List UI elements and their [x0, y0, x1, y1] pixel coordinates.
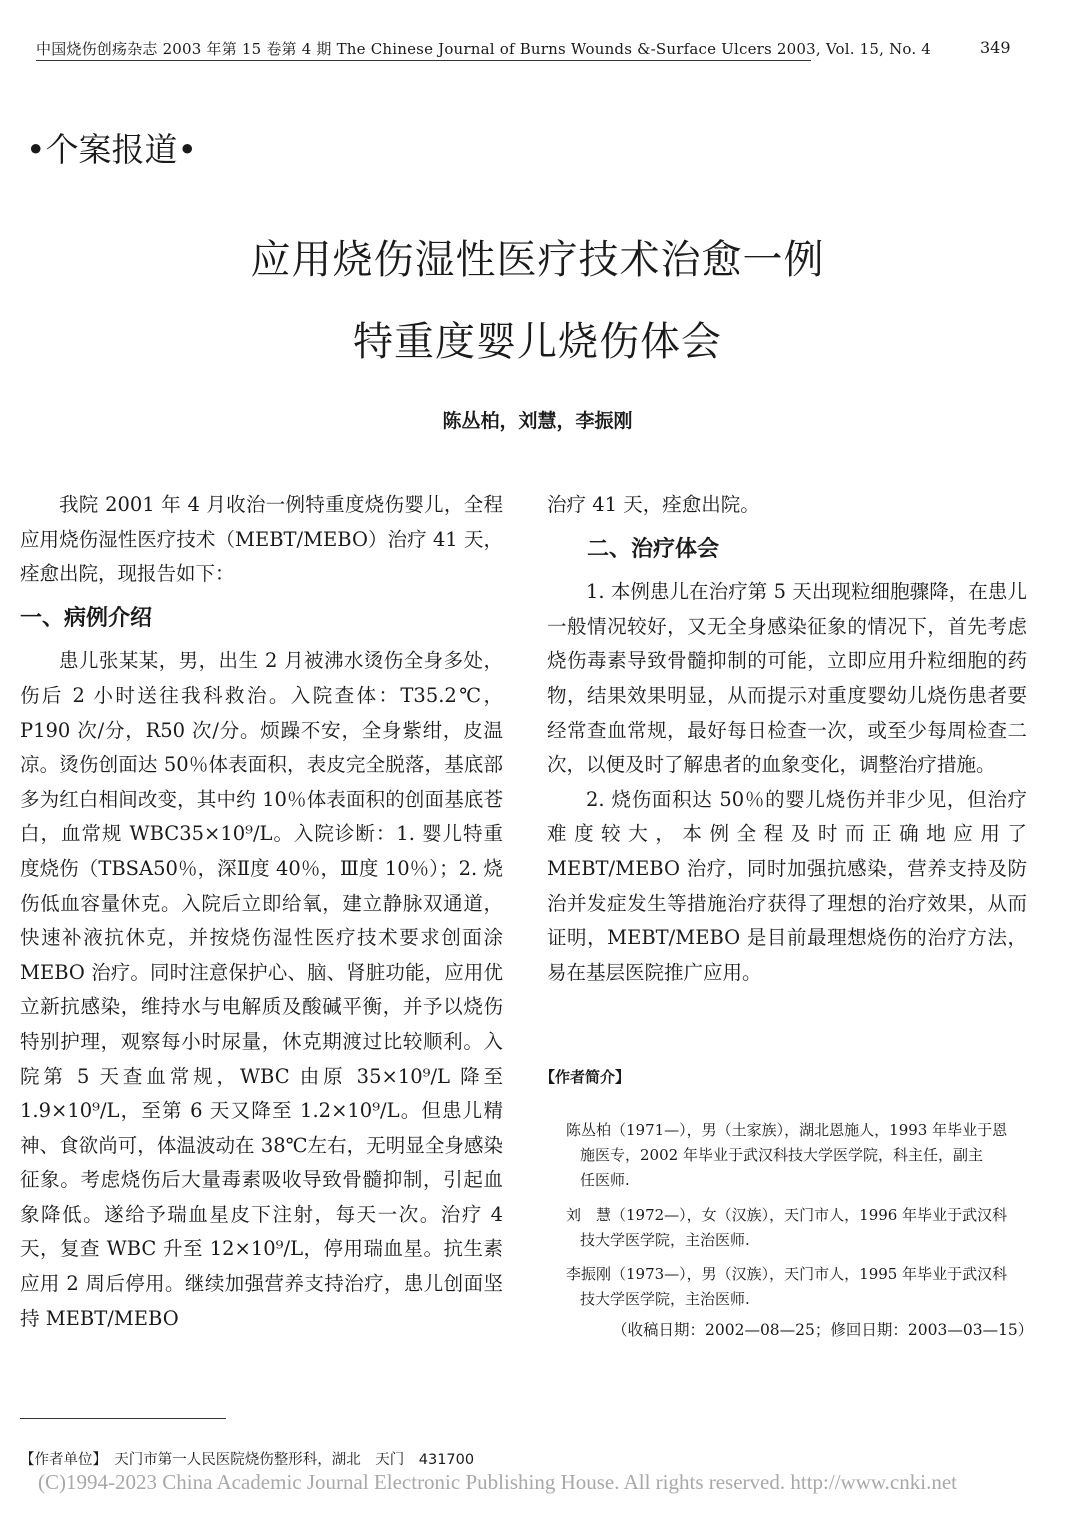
- bio-line: 李振刚（1973—），男（汉族），天门市人，1995 年毕业于武汉科: [566, 1265, 1008, 1283]
- bio-li: [566, 1262, 1026, 1312]
- author-list: 陈丛柏，刘慧，李振刚: [442, 410, 633, 432]
- bio-line: 刘 慧（1972—），女（汉族），天门市人，1996 年毕业于武汉科: [566, 1206, 1008, 1224]
- bio-liu: [566, 1203, 1026, 1253]
- bio-line: 陈丛柏（1971—），男（土家族），湖北恩施人，1993 年毕业于恩: [566, 1121, 1008, 1139]
- bio-line: 技大学医学院，主治医师.: [580, 1231, 750, 1249]
- point-1-paragraph: 1. 本例患儿在治疗第 5 天出现粒细胞骤降，在患儿一般情况较好，又无全身感染征象的情况下，首先考虑烧伤毒素导致骨髓抑制的可能，立即应用升粒细胞的药物，结果效果明显，从而提示对重度婴幼儿烧伤患者要经常查血常规，最好每日检查一次，或至少每周检查二次，以便及时了解患者的血象变化，调整治疗措施。: [547, 580, 1027, 777]
- bio-line: 施医专，2002 年毕业于武汉科技大学医学院，科主任，副主: [580, 1146, 983, 1164]
- heading-case-introduction: 一、病例介绍: [20, 605, 153, 631]
- article-title-line2: 特重度婴儿烧伤体会: [353, 319, 722, 365]
- heading-treatment-experience: 二、治疗体会: [587, 536, 720, 562]
- section-tag: •个案报道•: [26, 130, 197, 169]
- bio-line: 任医师.: [580, 1171, 630, 1189]
- page-number: 349: [980, 38, 1011, 57]
- author-affiliation-footnote: 【作者单位】 天门市第一人民医院烧伤整形科，湖北 天门 431700: [20, 1452, 475, 1468]
- right-column: [547, 488, 1027, 990]
- author-intro-label: 【作者简介】: [540, 1068, 631, 1086]
- footnote-rule: [20, 1418, 226, 1419]
- journal-header: 中国烧伤创疡杂志 2003 年第 15 卷第 4 期 The Chinese Journal of Burns Wounds &-Surface Ulcers 2003, Vol. 15, No. 4: [36, 40, 932, 58]
- continuation-paragraph: 治疗 41 天，痊愈出院。: [547, 493, 760, 516]
- bio-line: 技大学医学院，主治医师.: [580, 1290, 750, 1308]
- header-rule: [36, 60, 811, 61]
- bio-chen: [566, 1118, 1026, 1193]
- case-paragraph: 患儿张某某，男，出生 2 月被沸水烫伤全身多处，伤后 2 小时送往我科救治。入院查体：T35.2℃，P190 次/分，R50 次/分。烦躁不安，全身紫绀，皮温凉。烫伤创面达 50％体表面积，表皮完全脱落，基底部多为红白相间改变，其中约 10％体表面积的创面基底苍白，血常规 WBC35×10⁹/L。入院诊断：1. 婴儿特重度烧伤（TBSA50％，深Ⅱ度 40％，Ⅲ度 10％）；2. 烧伤低血容量休克。入院后立即给氧，建立静脉双通道，快速补液抗休克，并按烧伤湿性医疗技术要求创面涂 MEBO 治疗。同时注意保护心、脑、肾脏功能，应用优立新抗感染，维持水与电解质及酸碱平衡，并予以烧伤特别护理，观察每小时尿量，休克期渡过比较顺利。入院第 5 天查血常规，WBC 由原 35×10⁹/L 降至 1.9×10⁹/L，至第 6 天又降至 1.2×10⁹/L。但患儿精神、食欲尚可，体温波动在 38℃左右，无明显全身感染征象。考虑烧伤后大量毒素吸收导致骨髓抑制，引起血象降低。遂给予瑞血星皮下注射，每天一次。治疗 4 天，复查 WBC 升至 12×10⁹/L，停用瑞血星。抗生素应用 2 周后停用。继续加强营养支持治疗，患儿创面坚持 MEBT/MEBO: [20, 649, 503, 1330]
- point-2-paragraph: 2. 烧伤面积达 50％的婴儿烧伤并非少见，但治疗难度较大，本例全程及时而正确地应用了 MEBT/MEBO 治疗，同时加强抗感染，营养支持及防治并发症发生等措施治疗获得了理想的治疗效果，从而证明，MEBT/MEBO 是目前最理想烧伤的治疗方法，易在基层医院推广应用。: [547, 787, 1027, 984]
- copyright-watermark: (C)1994-2023 China Academic Journal Electronic Publishing House. All rights reserved. http://www.cnki.net: [38, 1470, 957, 1494]
- received-dates: （收稿日期：2002—08—25；修回日期：2003—03—15）: [612, 1321, 1034, 1339]
- left-column: [20, 488, 503, 1336]
- intro-paragraph: 我院 2001 年 4 月收治一例特重度烧伤婴儿，全程应用烧伤湿性医疗技术（MEBT/MEBO）治疗 41 天，痊愈出院，现报告如下：: [20, 493, 503, 586]
- article-title-line1: 应用烧伤湿性医疗技术治愈一例: [250, 237, 825, 283]
